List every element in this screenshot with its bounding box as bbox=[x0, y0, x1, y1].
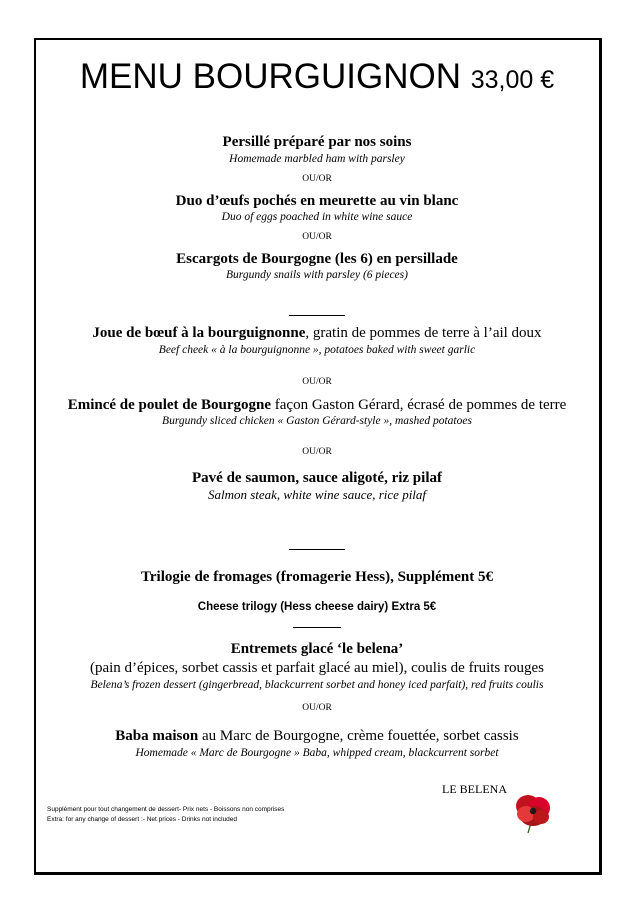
or-separator: OU/OR bbox=[302, 232, 332, 242]
starter-3-name: Escargots de Bourgogne (les 6) en persillade bbox=[176, 251, 458, 267]
dessert-2-name: Baba maison au Marc de Bourgogne, crème fouettée, sorbet cassis bbox=[115, 728, 519, 744]
or-separator: OU/OR bbox=[302, 447, 332, 457]
main-1-english: Beef cheek « à la bourguignonne », potatoes baked with sweet garlic bbox=[158, 344, 476, 356]
starter-2-english: Duo of eggs poached in white wine sauce bbox=[221, 211, 413, 223]
section-divider bbox=[289, 549, 345, 550]
cheese-name: Trilogie de fromages (fromagerie Hess), Supplément 5€ bbox=[140, 569, 494, 585]
section-divider bbox=[293, 627, 341, 628]
cheese-english: Cheese trilogy (Hess cheese dairy) Extra 5€ bbox=[197, 601, 437, 613]
dessert-2-english: Homemade « Marc de Bourgogne » Baba, whipped cream, blackcurrent sorbet bbox=[135, 747, 499, 759]
main-2-name: Emincé de poulet de Bourgogne façon Gaston Gérard, écrasé de pommes de terre bbox=[67, 397, 567, 413]
or-separator: OU/OR bbox=[302, 174, 332, 184]
starter-1-name: Persillé préparé par nos soins bbox=[222, 134, 412, 150]
starter-3-english: Burgundy snails with parsley (6 pieces) bbox=[226, 269, 408, 281]
dessert-1-english: Belena’s frozen dessert (gingerbread, blackcurrent sorbet and honey iced parfait), red fruits coulis bbox=[90, 679, 544, 691]
menu-title-text: MENU BOURGUIGNON bbox=[79, 57, 461, 96]
main-3-name: Pavé de saumon, sauce aligoté, riz pilaf bbox=[192, 470, 442, 486]
starter-1-english: Homemade marbled ham with parsley bbox=[229, 153, 405, 165]
main-3-english: Salmon steak, white wine sauce, rice pilaf bbox=[207, 487, 427, 502]
footer-note-en: Extra: for any change of dessert :- Net prices - Drinks not included bbox=[47, 816, 238, 823]
dessert-1-name: Entremets glacé ‘le belena’ bbox=[230, 641, 404, 657]
starter-2-name: Duo d’œufs pochés en meurette au vin blanc bbox=[175, 193, 459, 209]
dessert-1-detail: (pain d’épices, sorbet cassis et parfait glacé au miel), coulis de fruits rouges bbox=[89, 660, 544, 676]
section-divider bbox=[289, 315, 345, 316]
footer-note-fr: Supplément pour tout changement de dessert- Prix nets - Boissons non comprises bbox=[47, 806, 285, 813]
restaurant-brand: LE BELENA bbox=[442, 782, 507, 796]
poppy-flower-icon bbox=[512, 792, 554, 836]
menu-price: 33,00 € bbox=[470, 66, 555, 94]
or-separator: OU/OR bbox=[302, 703, 332, 713]
main-1-name: Joue de bœuf à la bourguignonne, gratin de pommes de terre à l’ail doux bbox=[92, 325, 542, 341]
menu-title bbox=[0, 56, 634, 101]
main-2-english: Burgundy sliced chicken « Gaston Gérard-style », mashed potatoes bbox=[162, 415, 472, 427]
or-separator: OU/OR bbox=[302, 377, 332, 387]
